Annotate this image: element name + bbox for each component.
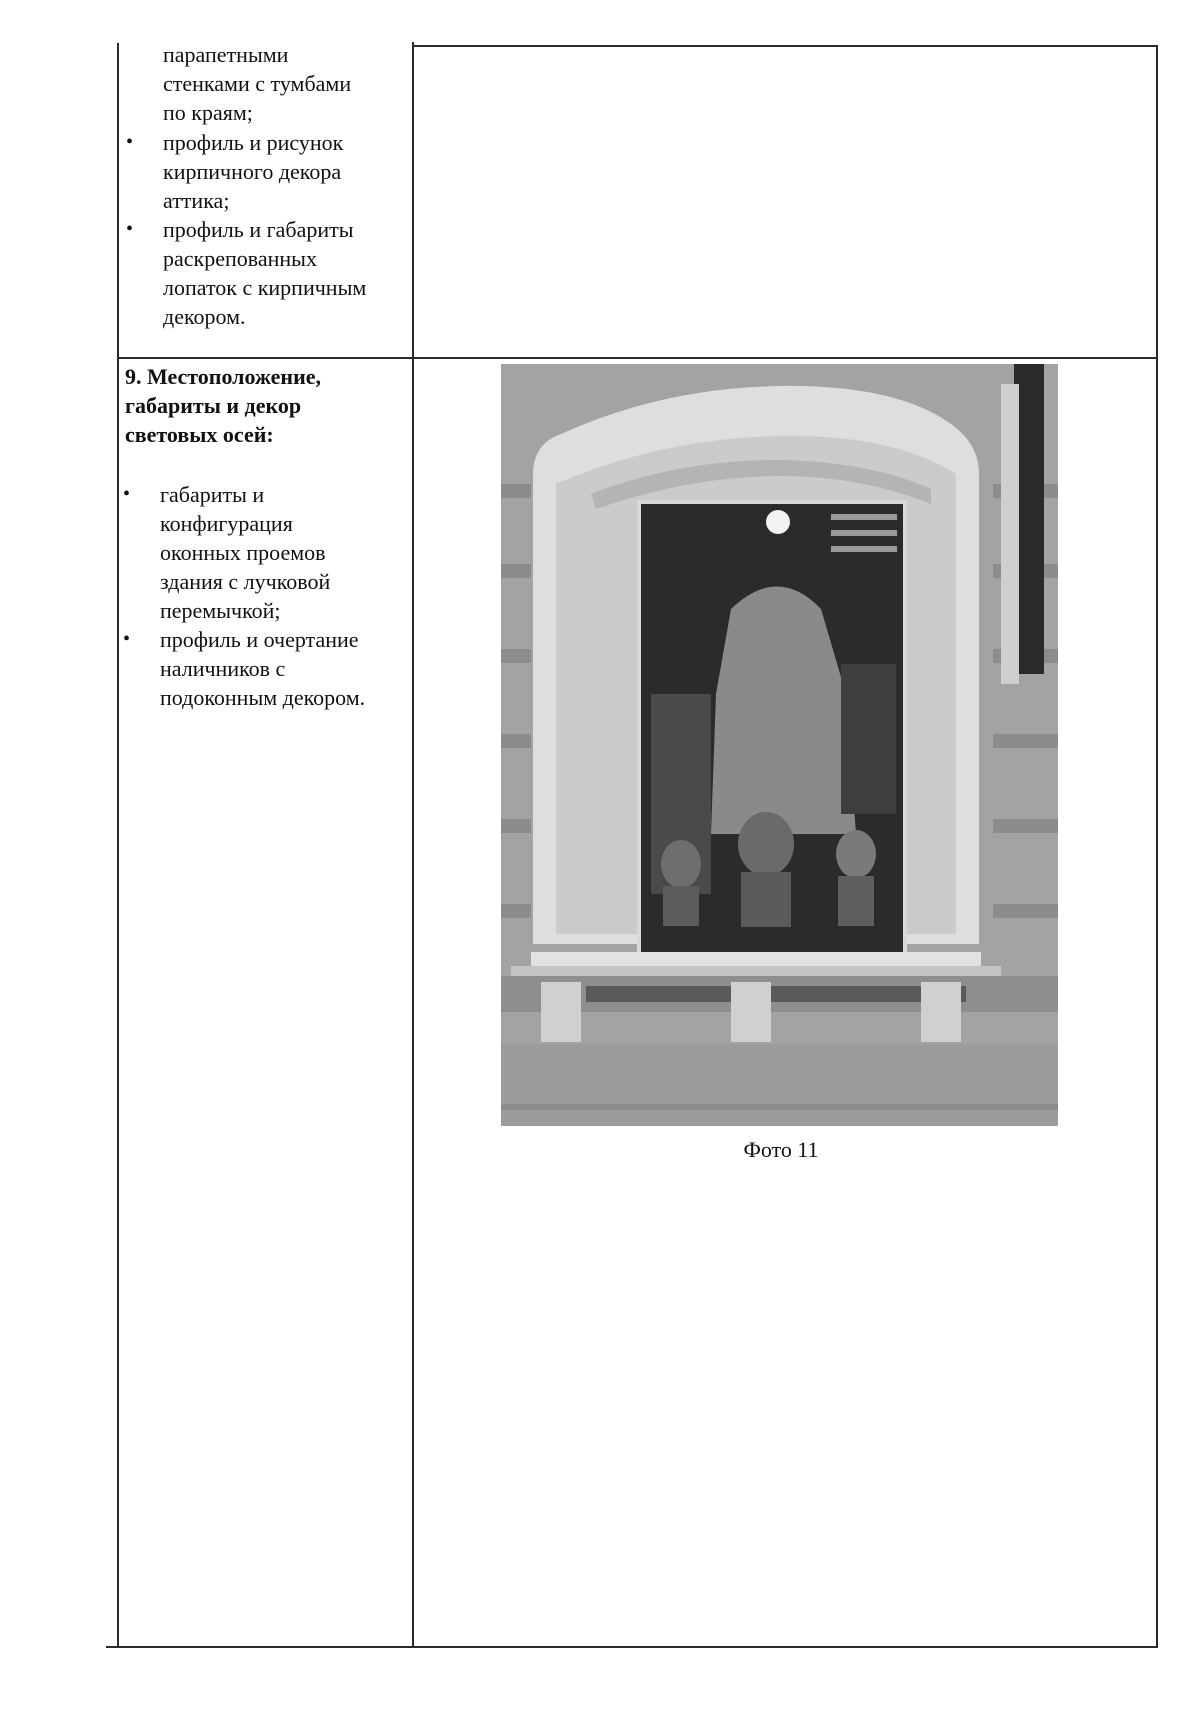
text-line: раскрепованных [163, 246, 317, 271]
text-line: декором. [163, 304, 246, 329]
window-photo [501, 364, 1058, 1126]
section-heading [125, 362, 395, 449]
text-line: здания с лучковой [160, 569, 331, 594]
window-photo-drawing [501, 364, 1058, 1126]
continued-list-text [163, 40, 418, 127]
text-line: лопаток с кирпичным [163, 275, 367, 300]
table-right-border [1156, 45, 1158, 1648]
text-line: по краям; [163, 100, 253, 125]
text-line: подоконным декором. [160, 685, 366, 710]
text-line: профиль и габариты [163, 217, 354, 242]
list-item [126, 215, 413, 331]
photo-caption: Фото 11 [743, 1137, 819, 1162]
table-bottom-border [106, 1646, 1158, 1648]
text-line: габариты и [160, 482, 265, 507]
attic-features-list [126, 128, 413, 331]
text-line: парапетными [163, 42, 289, 67]
text-line: аттика; [163, 188, 230, 213]
window-features-list [123, 480, 410, 712]
heading-line: световых осей: [125, 422, 274, 447]
table-top-line [412, 45, 1157, 47]
row-divider [117, 357, 1157, 359]
bullet-icon: • [126, 131, 134, 153]
bullet-icon: • [123, 483, 131, 505]
bullet-icon: • [123, 628, 131, 650]
text-line: кирпичного декора [163, 159, 342, 184]
list-item [123, 480, 410, 625]
text-line: профиль и очертание [160, 627, 359, 652]
text-line: конфигурация [160, 511, 293, 536]
heading-line: габариты и декор [125, 393, 302, 418]
list-item [123, 625, 410, 712]
bullet-icon: • [126, 218, 134, 240]
text-line: наличников с [160, 656, 286, 681]
text-line: профиль и рисунок [163, 130, 344, 155]
heading-line: 9. Местоположение, [125, 364, 322, 389]
text-line: оконных проемов [160, 540, 326, 565]
list-item [126, 128, 413, 215]
table-top-border [117, 43, 119, 1648]
text-line: стенками с тумбами [163, 71, 352, 96]
text-line: перемычкой; [160, 598, 281, 623]
